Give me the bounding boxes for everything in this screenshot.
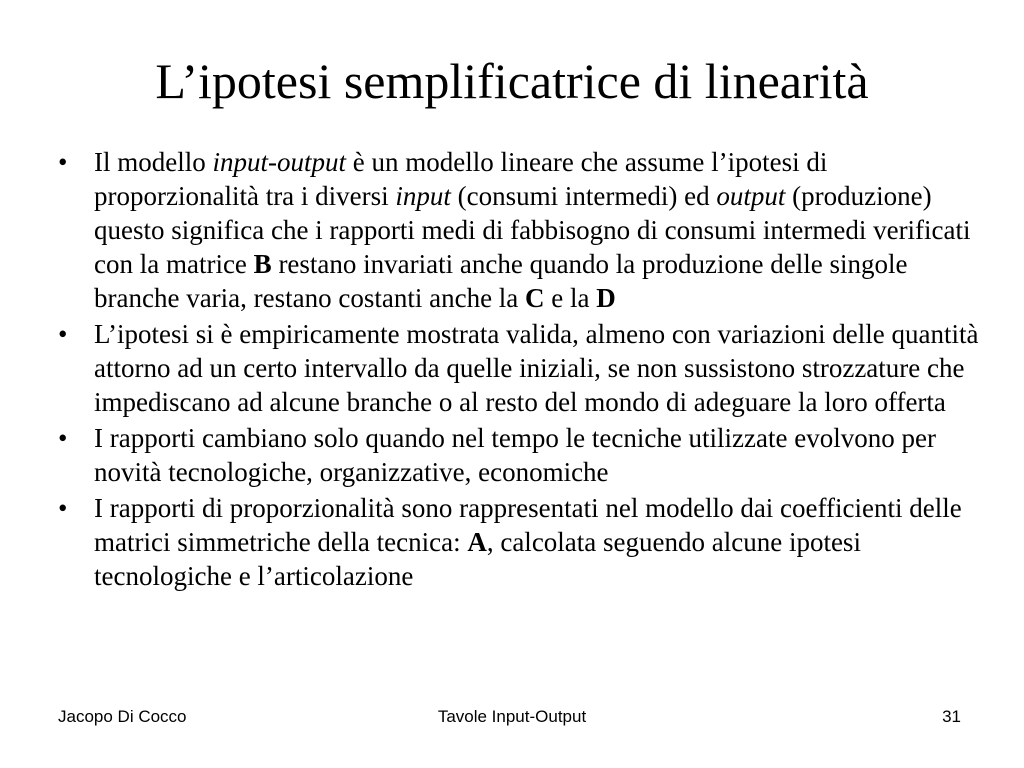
bullet-text: Il modello input-output è un modello lineare che assume l’ipotesi di proporzionalità tra i diversi input (consumi intermedi) ed output (produzione) questo significa che i rapporti medi di fabbisogno di consumi intermedi verificati con la matrice B restano invariati anche quando la produzione delle singole branche varia, restano costanti anche la C e la D bbox=[94, 147, 971, 313]
bullet-marker: • bbox=[58, 493, 68, 523]
bullet-text: L’ipotesi si è empiricamente mostrata valida, almeno con variazioni delle quantità attorno ad un certo intervallo da quelle iniziali, se non sussistono strozzature che impediscano ad alcune branche o al resto del mondo di adeguare la loro offerta bbox=[94, 319, 979, 417]
bullet-text: I rapporti cambiano solo quando nel tempo le tecniche utilizzate evolvono per novità tecnologiche, organizzative, economiche bbox=[94, 423, 936, 487]
bullet-item bbox=[54, 421, 984, 489]
slide-title: L’ipotesi semplificatrice di linearità bbox=[155, 53, 869, 109]
bullet-list bbox=[54, 145, 984, 595]
bullet-item bbox=[54, 145, 984, 315]
bullet-marker: • bbox=[58, 319, 68, 349]
bullet-text: I rapporti di proporzionalità sono rappresentati nel modello dai coefficienti delle matrici simmetriche della tecnica: A, calcolata seguendo alcune ipotesi tecnologiche e l’articolazione bbox=[94, 493, 962, 591]
bullet-item bbox=[54, 491, 984, 593]
footer-title: Tavole Input-Output bbox=[437, 707, 587, 726]
footer-author: Jacopo Di Cocco bbox=[58, 707, 187, 726]
bullet-marker: • bbox=[58, 423, 68, 453]
page-number: 31 bbox=[942, 707, 961, 726]
bullet-item bbox=[54, 317, 984, 419]
bullet-marker: • bbox=[58, 147, 68, 177]
